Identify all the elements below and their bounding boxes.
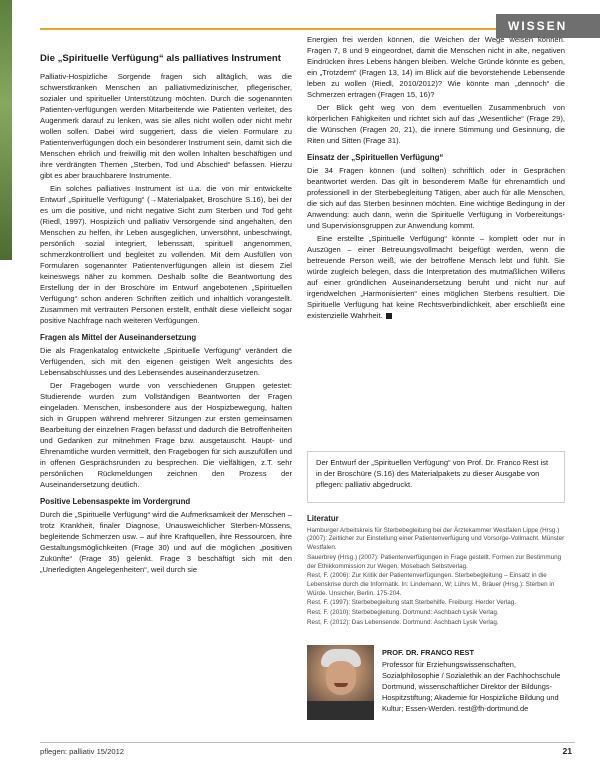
paragraph: Der Fragebogen wurde von verschiedenen Gruppen getestet: Studierende wurden zum Vollständigen Beantworten der Fragen eingeladen. Menschen, insbesondere aus der Hospizbewegung, halten sich in Gruppen während mehrerer Sitzungen zur ersten gemeinsamen Bearbeitung der einzelnen Fragen befasst und dadurch die Betroffenheiten und Gedanken zur mitnehmen Frage bzw. ausgetauscht. Haupt- und Ehrenamtliche wurden vermittelt, den Fragebogen für sich auszufüllen und in offenen Gesprächsrunden zu besprechen. Die vielfältigen, z.T. sehr persönlichen Rückmeldungen zeichnen den Prozess der Auseinandersetzung deutlich. [40,381,292,489]
literature-item: Sauerbrey (Hrsg.) (2007): Patientenverfügungen in Frage gestellt. Formen zur Bestimmung der Ethikkommission zur Wegen. Mosebach Selbstverlag. [307,553,562,570]
paragraph: Der Blick geht weg von dem eventuellen Zusammenbruch von körperlichen Fähigkeiten und richtet sich auf das „Wesentliche“ (Frage 29), die Wünschen (Fragen 20, 21), die innere Stimmung und Gesinnung, die Riten und Sitten (Frage 31). [307,103,565,145]
literature-heading: Literatur [307,514,339,523]
page-number: 21 [562,746,572,756]
publication-name: pflegen: palliativ 15/2012 [40,747,125,756]
section-heading: Fragen als Mittel der Auseinandersetzung [40,333,197,342]
literature-item: Hamburger Arbeitskreis für Sterbebegleitung bei der Ärztekammer Westfalen Lippe (Hrsg.) (2007): Zeitlicher zur Einstellung einer Patientenverfügung und Vorsorge-Vollmacht. Münster Westfalen. [307,526,565,552]
author-bio [382,647,567,714]
paragraph-text: Eine erstellte „Spirituelle Verfügung“ könnte – komplett oder nur in Auszügen – einer Betreuungsvollmacht beigefügt werden, wenn die betreuende Person weiß, wie der betroffene Mensch lebt und fühlt. Sie würde zugleich belegen, dass die Interpretation des mutmaßlichen Willens auf einer gründlichen Auseinandersetzung beruht und nicht nur auf irgendwelchen „Harmonisierten“ eines möglichen Sterbens resultiert. Die Spirituelle Verfügung hat keine Rechtsverbindlichkeit, aber erschließt eine existenzielle Wahrheit. [307,234,565,320]
article-title: Die „Spirituelle Verfügung“ als palliatives Instrument [40,53,281,64]
author-photo [307,645,374,720]
photo-edge-strip [0,0,12,260]
author-photo-mouth [334,683,348,687]
literature-item: Rest, F. (1997): Sterbebegleitung statt Sterbehilfe. Freiburg: Herder Verlag. [307,599,516,607]
section-tag: WISSEN [496,14,600,38]
end-of-article-mark [386,313,392,319]
info-box: Der Entwurf der „Spirituellen Verfügung“ von Prof. Dr. Franco Rest ist in der Broschüre (S.16) des Materialpakets zu dieser Ausgabe von pflegen: palliativ abgedruckt. [307,451,565,503]
paragraph: Die 34 Fragen können (und sollten) schriftlich oder in Gesprächen beantwortet werden. Das gilt in besonderem Maße für ehrenamtlich und professionell in der Sterbebegleitung Tätigen, aber auch für alle Menschen, die sich auf das Sterben besinnen möchten. Eine wichtige Bedingung in der Anwendung: auch dann, wenn die Spirituelle Verfügung in Vorbereitungs- und Supervisionsgruppen zur Anwendung kommt. [307,166,565,230]
paragraph: Die als Fragenkatalog entwickelte „Spirituelle Verfügung“ verändert die Verfügenden, sich mit den eigenen geistigen Welt angesichts des Lebensabschlusses und des Lebensendes auseinanderzusetzen. [40,346,292,377]
author-photo-shirt [307,701,374,720]
right-column [307,34,565,323]
footer-rule [40,742,575,743]
literature-item: Rest, F. (2012): Das Lebensende. Dortmund: Aschbach Lysik Verlag. [307,618,499,626]
literature-item: Rest, F. (2006): Zur Kritik der Patientenverfügungen. Sterbebegleitung – Einsatz in die Lebenskrise durch die Informatik. In: Lindemann, W; Lührs M., Bräuer (Hrsg.): Sterben in Würde. Unsicher, Berlin. 175-204. [307,572,555,597]
paragraph: Durch die „Spirituelle Verfügung“ wird die Aufmerksamkeit der Menschen – trotz Krankheit, finaler Diagnose, Unausweichlicher Sterben-Müssens, begleitende Schmerzen usw. – auf ihre Kraftquellen, ihre Ressourcen, ihre Gestaltungsmöglichkeiten (Frage 30) und auf die möglichen „positiven Zukünfte“ (Frage 35) gelenkt. Frage 3 beschäftigt sich mit den „Unerledigten Angelegenheiten“, weil durch sie [40,510,292,574]
author-name: PROF. DR. FRANCO REST [382,648,474,657]
paragraph: Palliativ-Hospizliche Sorgende fragen sich alltäglich, was die schwerstkranken Menschen an palliativmedizinischer, pflegerischer, sozialer und spiritueller Unterstützung möchten. Durch die sogenannten Patienten-verfügungen werden Mitarbeitende wie Patienten verleitet, des Augenmerk darauf zu lenken, was sie alles nicht wollen oder nicht mehr wollen sollen. Dabei wird suggeriert, dass die vielen Formulare zu Patientenverfügungen doch ein besonderer Instrument sein, damit sich die Menschen ehrlich und freiwillig mit den wollen Inhalten beschäftigen und ihre verdrängten Themen „Sterben, Tod und Abschied“ befassen. Hierzu gibt es aber brauchbarere Instrumente. [40,72,292,180]
literature-item: Rest, F. (2010): Sterbebegleitung. Dortmund: Aschbach Lysik Verlag. [307,609,499,617]
paragraph: Ein solches palliatives Instrument ist u.a. die von mir entwickelte Entwurf „Spirituelle Verfügung“ (→Materialpaket, Broschüre S.16), bei der es um die positive, und nicht negative Sicht zum Sterben und Tod geht (Riedl, 1997). Hospiziich und palliativ Versorgende sind angehalten, den Menschen zu helfen, ihr Leben ausgeglichen, unversöhnt, unbeschwingt, persönlich sozial integriert, lebenssatt, spirituell angenommen, schmerzkontrolliert und begleitet zu vollenden. Mit dem Ausfüllen von Formularen sogenannter Patientenverfügungen allein ist diesem Ziel keineswegs näher zu kommen. Deshalb sollte die Beantwortung des Erstellung der in der Broschüre im Entwurf angebotenen „Spirituellen Verfügung“ schon anderen Schriften zeitlich und inhaltlich vorangestellt. Zusammen mit vertrauten Personen erstellt, enthält diese vielleicht sogar positive Nachfrage nach weiteren Verfügungen. [40,184,292,325]
paragraph [307,233,565,321]
author-photo-face [326,661,356,695]
author-description: Professor für Erziehungswissenschaften, Sozialphilosophie / Sozialethik an der Fachhochschule Dortmund, wissenschaftlicher Direktor der Bildungs-Hospitzstiftung; Akademie für Hospizliche Bildung und Kultur; Essen-Werden. rest@fh-dortmund.de [382,660,561,713]
section-heading: Einsatz der „Spirituellen Verfügung“ [307,153,444,162]
literature-list [307,515,565,628]
paragraph: Energien frei werden können, die Weichen der Wege weisen können. Fragen 7, 8 und 9 eingeordnet, damit die Menschen nicht in alte, negativen Eindrücken ihres Lebens hängen bleiben. Welche Gründe könnte es geben, ein „Trotzdem“ (Fragen 13, 14) im Blick auf die bevorstehende Lebensende leben zu wollen (Riedl, 2010/2012)? Wie könnte man „dennoch“ die Schmerzen ertragen (Fragen 15, 16)? [307,35,565,99]
section-heading: Positive Lebensaspekte im Vordergrund [40,497,191,506]
left-column [40,52,292,577]
